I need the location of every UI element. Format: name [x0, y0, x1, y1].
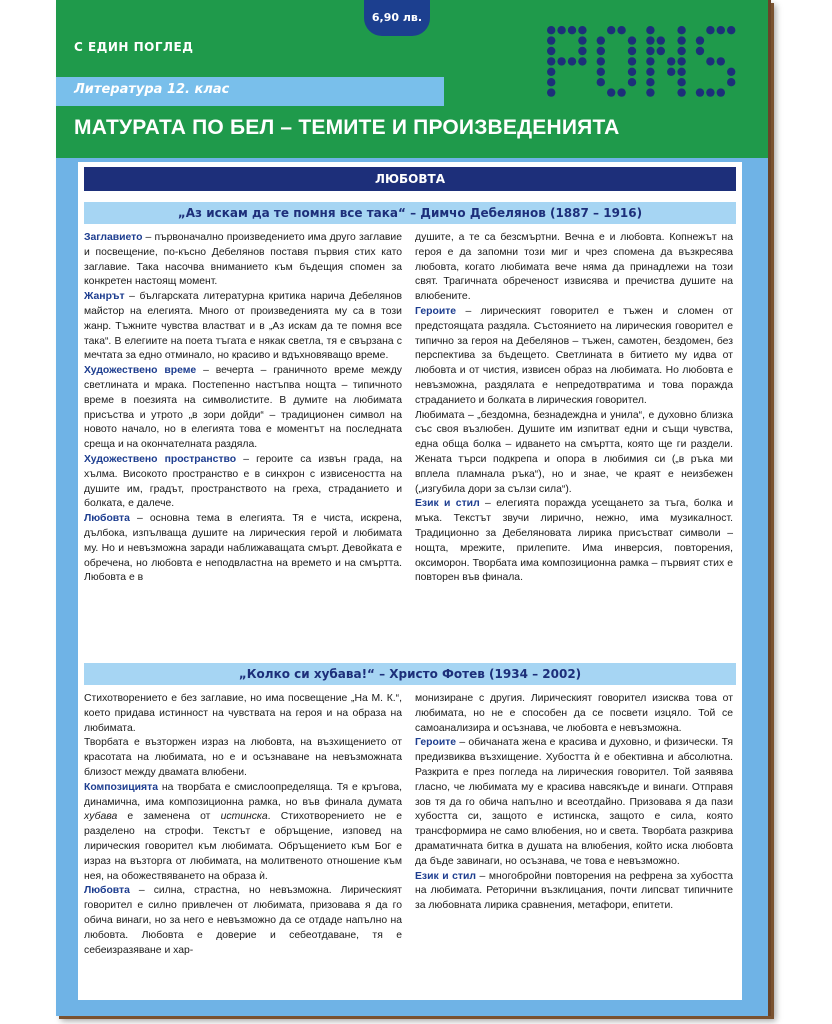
paragraph-text: – героите са извън града, на хълма. Високото пространство е в синхрон с извисеността на душите им, градът, пространството на греха, страданието и болката, е далече.	[84, 453, 403, 510]
logo-dot	[646, 47, 654, 55]
paragraph	[84, 231, 402, 290]
logo-dot	[677, 78, 685, 86]
logo-dot	[547, 88, 555, 96]
logo-dot	[617, 26, 625, 34]
section2-left-column	[84, 692, 402, 958]
paragraph-text: душите, а те са безсмъртни. Вечна е и любовта. Копнежът на героя е да запомни този миг и чрез спомена да възкресява любовта, когато любимата вече няма да принадлежи на този свят. Трагичната обреченост извисява и пречиства душите на влюбените.	[415, 232, 733, 303]
logo-dot	[557, 57, 565, 65]
paragraph	[415, 736, 733, 869]
keyword: Художествено пространство	[84, 453, 237, 465]
paragraph-text: – първоначално произведението има друго заглавие и посвещение, по-късно Дебелянов поставя първия стих като заглавие. Така насочва вниманието към бъдещия спомен за конкретен настоящ момент.	[84, 232, 402, 288]
logo-dot	[628, 47, 636, 55]
paragraph-text: – българската литературна критика нарича Дебелянов майстор на елегията. Много от произведенията му са в този жанр. Тъжните чувства властват и в „Аз искам да те помня все така“. В елегиите на поета тъгата е някак светла, тя е свързана с мечтата за едно отминало, но красиво и вдъхновяващо време.	[84, 291, 402, 362]
italic-word: хубава	[84, 811, 118, 823]
price-badge: 6,90 лв.	[364, 0, 430, 36]
topic-heading: ЛЮБОВТА	[84, 167, 736, 191]
logo-dot	[706, 57, 714, 65]
poem-heading-fotev: „Колко си хубава!“ – Христо Фотев (1934 – 2002)	[84, 663, 736, 685]
logo-dot	[727, 78, 735, 86]
logo-dot	[628, 36, 636, 44]
logo-dot	[597, 68, 605, 76]
logo-dot	[607, 88, 615, 96]
logo-dot	[717, 57, 725, 65]
logo-dot	[706, 88, 714, 96]
logo-dot	[628, 57, 636, 65]
logo-dot	[667, 68, 675, 76]
section1-right-column	[415, 231, 733, 586]
italic-word: истинска	[220, 811, 268, 823]
paragraph	[84, 781, 402, 885]
logo-dot	[677, 88, 685, 96]
paragraph-text: е заменена от	[117, 811, 221, 823]
keyword: Героите	[415, 305, 457, 317]
paragraph-text: – елегията поражда усещането за тъга, болка и мъка. Текстът звучи лирично, нежно, има музикалност. Традиционно за Дебеляновата лирика присъстват символи – нощта, мрежите, прилепите. Има инверсия, повторения, оксиморон. Творбата има композиционна рамка – първият стих е повторен във финала.	[415, 498, 733, 584]
logo-dot	[628, 78, 636, 86]
logo-dot	[646, 26, 654, 34]
logo-dot	[628, 68, 636, 76]
paragraph	[84, 512, 402, 586]
logo-dot	[547, 47, 555, 55]
logo-dot	[557, 26, 565, 34]
logo-dot	[597, 47, 605, 55]
paragraph	[84, 453, 402, 512]
logo-dot	[646, 36, 654, 44]
logo-dot	[547, 57, 555, 65]
logo-dot	[646, 88, 654, 96]
logo-dot	[597, 36, 605, 44]
logo-dot	[568, 57, 576, 65]
logo-dot	[677, 26, 685, 34]
poem-heading-debelyanov: „Аз искам да те помня все така“ – Димчо Дебелянов (1887 – 1916)	[84, 202, 736, 224]
paragraph-text: монизиране с другия. Лирическият говорител изисква това от любимата, но не е способен да се посвети изцяло. Той се самоанализира и осъзнава, че любовта е невъзможна.	[415, 693, 733, 734]
keyword: Заглавието	[84, 232, 143, 243]
paragraph-text: . Стихотворението не е разделено на строфи. Текстът е обръщение, изповед на лирическия говорител към любимата. Обръщението към Бог е израз на възторга от любимата, на молитвеното отношение към нея, на обожествяването на образа ѝ.	[84, 811, 402, 882]
logo-dot	[696, 47, 704, 55]
logo-dot	[696, 36, 704, 44]
logo-dot	[607, 26, 615, 34]
paragraph-text: – вечерта – граничното време между светлината и мрака. Постепенно настъпва нощта – типичното време в поезията на символистите. В думите на любимата присъства и утрото „в зори дойди“ – традиционен символ на новото начало, но в елегията това е моментът на последната среща и на окончателната раздяла.	[84, 365, 402, 451]
paragraph	[415, 497, 733, 586]
logo-dot	[717, 88, 725, 96]
logo-dot	[677, 68, 685, 76]
logo-dot	[547, 68, 555, 76]
logo-dot	[677, 47, 685, 55]
logo-dot	[578, 47, 586, 55]
keyword: Композицията	[84, 781, 158, 793]
paragraph	[415, 692, 733, 736]
paragraph: Стихотворението е без заглавие, но има посвещение „На М. К.“, което придава истинност на чувствата на героя и на образа на любимата.	[84, 693, 402, 734]
paragraph	[84, 884, 402, 958]
paragraph-text: – многобройни повторения на рефрена за хубостта на любимата. Реторични възклицания, почти липсват типичните за любовната лирика сравнения, метафори, епитети.	[415, 870, 733, 912]
logo-dot	[646, 78, 654, 86]
logo-dot	[717, 26, 725, 34]
keyword: Любовта	[84, 885, 130, 897]
logo-dot	[646, 68, 654, 76]
logo-dot	[578, 36, 586, 44]
paragraph-text: – силна, страстна, но невъзможна. Лирическият говорител е силно привлечен от любимата, призовава я да го обича винаги, но за него е невъзможно да се отдаде напълно на любовта. Любовта е доверие и себеотдаване, тя е себеизразяване и хар-	[84, 885, 402, 956]
pons-logo	[544, 20, 744, 100]
logo-dot	[547, 26, 555, 34]
logo-dot	[578, 26, 586, 34]
paragraph-text: – основна тема в елегията. Тя е чиста, искрена, дълбока, изпълваща душите на лирическия герой и любимата му. Но и невъзможна заради наближаващата смърт. Девойката е обречена, но любовта е неподвластна на времето и на смъртта. Любовта е в	[84, 513, 402, 584]
paragraph	[84, 364, 402, 453]
keyword: Любовта	[84, 513, 130, 525]
logo-dot	[646, 57, 654, 65]
logo-dot	[667, 57, 675, 65]
logo-dot	[597, 78, 605, 86]
logo-dot	[547, 36, 555, 44]
paragraph	[84, 290, 402, 364]
paragraph-text: – обичаната жена е красива и духовно, и физически. Тя предизвиква възхищение. Хубостта ѝ е обективна и абсолютна. Разкрита е през погледа на лирическия говорител. Той заявява гласно, че любимата му е красива навсякъде и винаги. Отправя зов тя да го обича напълно и всеотдайно. Призовава я да пази хубостта си, защото е истинска, защото е сила, която трансформира не само влюбения, но и света. Творбата разкрива драматичната битка в душата на влюбения, който иска любовта да бъде завинаги, но осъзнава, че това е невъзможно.	[415, 737, 733, 867]
keyword: Художествено време	[84, 365, 197, 377]
paragraph	[415, 409, 733, 498]
paragraph	[415, 305, 733, 409]
logo-dot	[578, 57, 586, 65]
logo-dot	[706, 26, 714, 34]
paragraph	[415, 870, 733, 914]
paragraph-text: Любимата – „бездомна, безнадеждна и унила“, е духовно близка със своя възлюбен. Душите им изпитват едни и същи чувства, една обща болка – идването на смъртта, която ще ги раздели. Жената търси подкрепа и опора в любимия си („в ръка ми вплела пламнала ръка“), но и знае, че краят е неизбежен („изгубила дори за сълзи сила“).	[415, 409, 733, 495]
keyword: Език и стил	[415, 870, 476, 882]
subject-label: Литература 12. клас	[74, 82, 230, 97]
logo-dot	[657, 47, 665, 55]
logo-dot	[568, 26, 576, 34]
logo-dot	[727, 68, 735, 76]
paragraph-text: на творбата е смислоопределяща. Тя е кръгова, динамична, има композиционна рамка, но във финала думата	[84, 781, 402, 808]
logo-dot	[677, 57, 685, 65]
page-title: МАТУРАТА ПО БЕЛ – ТЕМИТЕ И ПРОИЗВЕДЕНИЯТА	[74, 116, 620, 139]
logo-dot	[727, 26, 735, 34]
logo-dot	[617, 88, 625, 96]
keyword: Героите	[415, 737, 457, 749]
section1-left-column	[84, 231, 402, 586]
series-label: С ЕДИН ПОГЛЕД	[74, 40, 194, 54]
logo-dot	[677, 36, 685, 44]
section2-right-column	[415, 692, 733, 914]
paragraph	[415, 231, 733, 305]
keyword: Език и стил	[415, 498, 480, 510]
paragraph-text: – лирическият говорител е тъжен и сломен от предстоящата раздяла. Състоянието на лирическия говорител е типично за героя на Дебелянов – тъжен, самотен, бездомен, без перспектива за бъдещето. Светлината в битието му идва от любовта и от чистия, извисен образ на любимата. Но любовта е невъзможна, раздялата е непредотвратима и това поражда страданието и болката в лирическия говорител.	[415, 305, 733, 406]
logo-dot	[597, 57, 605, 65]
paragraph: Творбата е възторжен израз на любовта, на възхищението от красотата на любимата, но е и осъзнаване на невъзможната близост между двамата влюбени.	[84, 737, 402, 778]
logo-dot	[696, 88, 704, 96]
keyword: Жанрът	[84, 291, 125, 303]
logo-dot	[657, 36, 665, 44]
logo-dot	[547, 78, 555, 86]
